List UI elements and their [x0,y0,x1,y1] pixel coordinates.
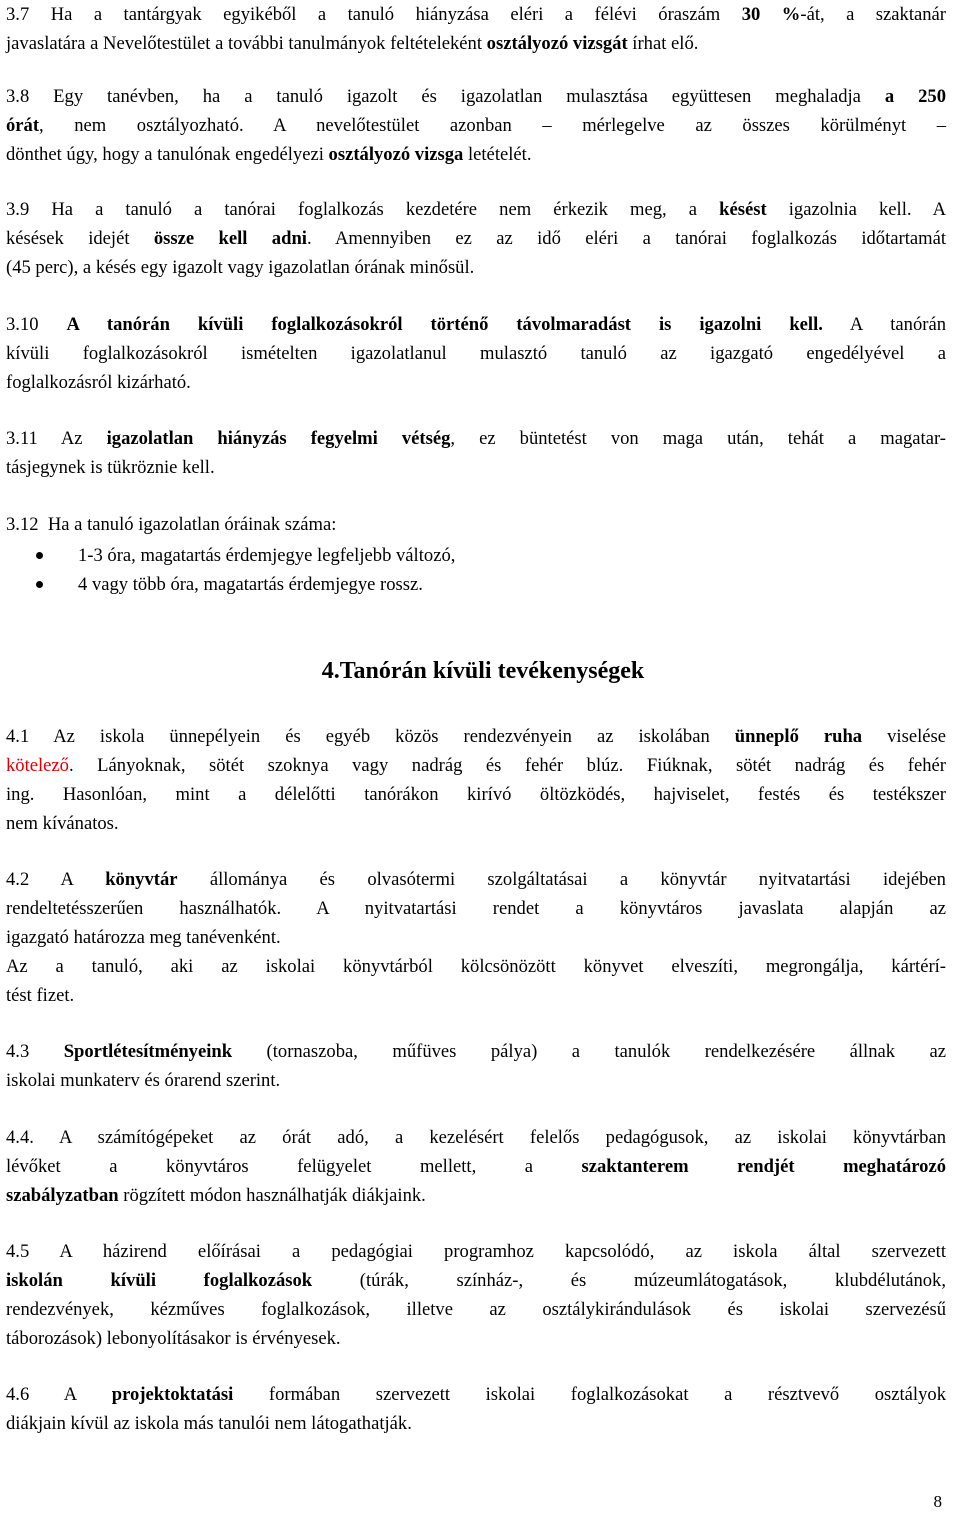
text-line: 4.2 A könyvtár állománya és olvasótermi szolgáltatásai a könyvtár nyitvatartási idejében [6,869,946,890]
paragraph-3-7 [6,0,946,58]
text-line: 3.7 Ha a tantárgyak egyikéből a tanuló hiányzása eléri a félévi óraszám 30 %-át, a szaktanár [6,4,947,25]
text-line: 4.3 Sportlétesítményeink (tornaszoba, műfüves pálya) a tanulók rendelkezésére állnak az [6,1041,947,1062]
text-line: (45 perc), a késés egy igazolt vagy igazolatlan órának minősül. [6,257,475,278]
text-line: javaslatára a Nevelőtestület a további tanulmányok feltételeként osztályozó vizsgát írhat elő. [6,33,699,54]
text-line: 4.4. A számítógépeket az órát adó, a kezelésért felelős pedagógusok, az iskolai könyvtárban [6,1127,946,1148]
text-line: diákjain kívül az iskola más tanulói nem látogathatják. [6,1413,412,1434]
paragraph-3-8 [6,82,946,169]
text-line: iskolán kívüli foglalkozások (túrák, színház-, és múzeumlátogatások, klubdélutánok, [6,1270,947,1291]
text-line: 4.1 Az iskola ünnepélyein és egyéb közös rendezvényein az iskolában ünneplő ruha viselése [6,726,946,747]
bullet-icon [36,581,43,588]
text-line: foglalkozásról kizárható. [6,372,191,393]
paragraph-4-3 [6,1037,946,1095]
paragraph-3-12 [6,510,946,539]
text-line: tásjegynek is tükröznie kell. [6,457,215,478]
highlighted-text: kötelező [6,755,69,776]
text-line: lévőket a könyvtáros felügyelet mellett, a szaktanterem rendjét meghatározó [6,1156,946,1177]
text-line: igazgató határozza meg tanévenként. [6,927,281,948]
paragraph-4-2 [6,865,946,1010]
paragraph-3-9 [6,195,946,282]
text-line: 4.6 A projektoktatási formában szervezett iskolai foglalkozásokat a résztvevő osztályok [6,1384,946,1405]
bullet-icon [36,552,43,559]
text-line: 3.9 Ha a tanuló a tanórai foglalkozás kezdetére nem érkezik meg, a késést igazolnia kell. A [6,199,946,220]
text-line: dönthet úgy, hogy a tanulónak engedélyezi osztályozó vizsga letételét. [6,144,532,165]
text-line: táborozások) lebonyolításakor is érvényesek. [6,1328,341,1349]
text-line: szabályzatban rögzített módon használhatják diákjaink. [6,1185,426,1206]
list-item: 1-3 óra, magatartás érdemjegye legfeljebb változó, [6,541,946,570]
text-line: 3.12 Ha a tanuló igazolatlan óráinak száma: [6,514,337,535]
paragraph-3-10 [6,310,946,397]
paragraph-3-11 [6,424,946,482]
text-line: órát, nem osztályozható. A nevelőtestület azonban – mérlegelve az összes körülményt – [6,115,946,136]
text-line: 4.5 A házirend előírásai a pedagógiai programhoz kapcsolódó, az iskola által szervezett [6,1241,946,1262]
list-item: 4 vagy több óra, magatartás érdemjegye rossz. [6,570,946,599]
text-line: Az a tanuló, aki az iskolai könyvtárból kölcsönözött könyvet elveszíti, megrongálja, kártérí- [6,956,946,977]
paragraph-4-1 [6,722,946,838]
text-line: tést fizet. [6,985,75,1006]
bullet-list [6,541,946,599]
paragraph-4-4 [6,1123,946,1210]
section-heading: 4.Tanórán kívüli tevékenységek [321,658,645,684]
text-line: 3.8 Egy tanévben, ha a tanuló igazolt és igazolatlan mulasztása együttesen meghaladja a 250 [6,86,946,107]
text-line: iskolai munkaterv és órarend szerint. [6,1070,281,1091]
text-line: ing. Hasonlóan, mint a délelőtti tanórákon kirívó öltözködés, hajviselet, festés és testékszer [6,784,946,805]
text-line: 3.10 A tanórán kívüli foglalkozásokról történő távolmaradást is igazolni kell. A tanórán [6,314,946,335]
text-line: kötelező. Lányoknak, sötét szoknya vagy nadrág és fehér blúz. Fiúknak, sötét nadrág és fehér [6,755,946,776]
text-line: rendeltetésszerűen használhatók. A nyitvatartási rendet a könyvtáros javaslata alapján az [6,898,946,919]
text-line: kívüli foglalkozásokról ismételten igazolatlanul mulasztó tanuló az igazgató engedélyével a [6,343,946,364]
text-line: 3.11 Az igazolatlan hiányzás fegyelmi vétség, ez büntetést von maga után, tehát a magatar- [6,428,946,449]
text-line: késések idejét össze kell adni. Amennyiben ez az idő eléri a tanórai foglalkozás időtartamát [6,228,947,249]
paragraph-4-6 [6,1380,946,1438]
text-line: nem kívánatos. [6,813,119,834]
text-line: rendezvények, kézműves foglalkozások, illetve az osztálykirándulások és iskolai szervezésű [6,1299,946,1320]
paragraph-4-5 [6,1237,946,1353]
page-number: 8 [933,1492,942,1511]
